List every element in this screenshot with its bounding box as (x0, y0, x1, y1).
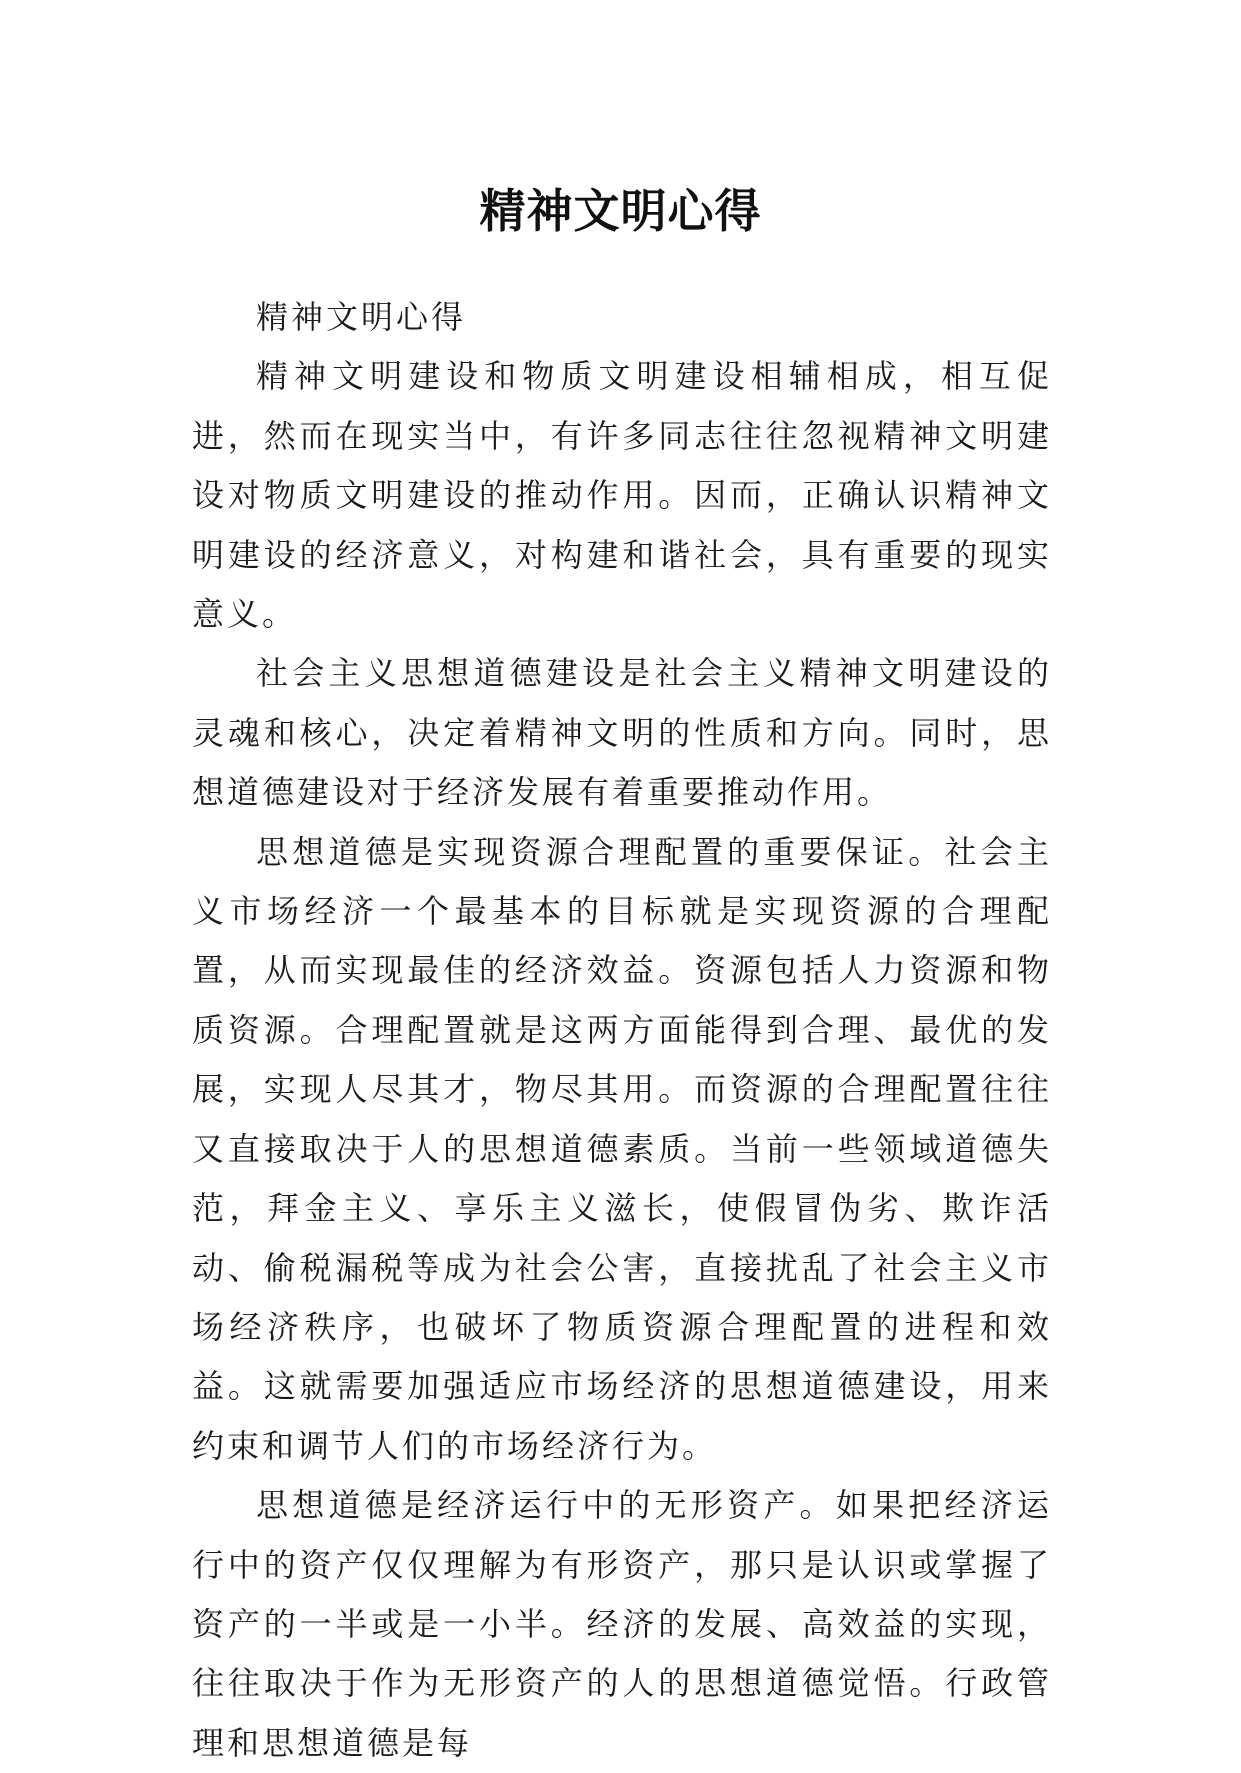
paragraph: 思想道德是经济运行中的无形资产。如果把经济运行中的资产仅仅理解为有形资产，那只是认识或掌握了资产的一半或是一小半。经济的发展、高效益的实现，往往取决于作为无形资产的人的思想道德觉悟。行政管理和思想道德是每 (192, 1486, 1052, 1762)
document-body (192, 288, 1052, 1773)
paragraph: 社会主义思想道德建设是社会主义精神文明建设的灵魂和核心，决定着精神文明的性质和方向。同时，思想道德建设对于经济发展有着重要推动作用。 (192, 654, 1052, 812)
paragraph: 思想道德是实现资源合理配置的重要保证。社会主义市场经济一个最基本的目标就是实现资源的合理配置，从而实现最佳的经济效益。资源包括人力资源和物质资源。合理配置就是这两方面能得到合理、最优的发展，实现人尽其才，物尽其用。而资源的合理配置往往又直接取决于人的思想道德素质。当前一些领域道德失范，拜金主义、享乐主义滋长，使假冒伪劣、欺诈活动、偷税漏税等成为社会公害，直接扰乱了社会主义市场经济秩序，也破坏了物质资源合理配置的进程和效益。这就需要加强适应市场经济的思想道德建设，用来约束和调节人们的市场经济行为。 (192, 832, 1052, 1465)
paragraph-heading: 精神文明心得 (256, 298, 467, 336)
document-title: 精神文明心得 (479, 183, 762, 238)
paragraph: 精神文明建设和物质文明建设相辅相成，相互促进，然而在现实当中，有许多同志往往忽视精神文明建设对物质文明建设的推动作用。因而，正确认识精神文明建设的经济意义，对构建和谐社会，具有重要的现实意义。 (192, 357, 1052, 634)
